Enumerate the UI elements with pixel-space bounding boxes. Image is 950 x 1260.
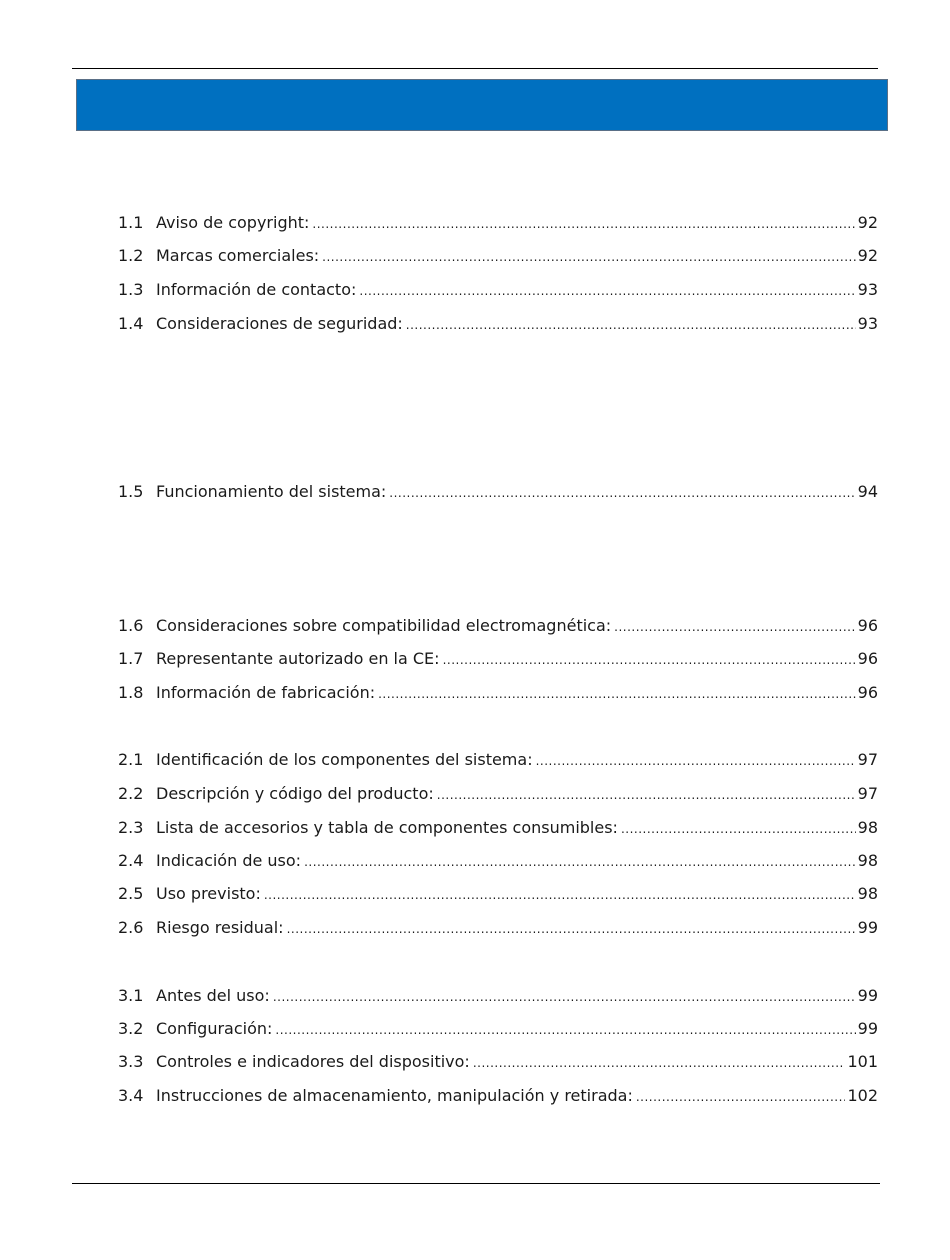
toc-dot-leader [322,246,855,268]
toc-entry[interactable] [118,850,878,872]
toc-entry-number: 1.6 [118,616,144,635]
toc-entry-title: Identificación de los componentes del sistema: [156,750,533,769]
toc-entry[interactable] [118,682,878,704]
toc-entry-number: 2.6 [118,918,144,937]
toc-entry[interactable] [118,212,878,234]
toc-entry-title: Antes del uso: [156,986,270,1005]
toc-entry-title: Consideraciones de seguridad: [156,314,403,333]
toc-entry[interactable] [118,245,878,267]
toc-entry-title: Indicación de uso: [156,851,302,870]
header-rule [72,68,878,69]
toc-entry[interactable] [118,749,878,771]
toc-entry-page: 99 [857,986,878,1005]
toc-entry-number: 2.5 [118,884,144,903]
toc-dot-leader [264,884,856,906]
toc-entry-title: Aviso de copyright: [156,213,310,232]
toc-entry-title: Información de contacto: [156,280,357,299]
toc-dot-leader [304,851,856,873]
toc-entry-page: 93 [857,314,878,333]
toc-entry-title: Riesgo residual: [156,918,284,937]
toc-entry-title: Descripción y código del producto: [156,784,434,803]
toc-entry[interactable] [118,783,878,805]
toc-dot-leader [359,280,855,302]
toc-entry-page: 94 [857,482,878,501]
toc-dot-leader [536,750,856,772]
toc-dot-leader [287,918,856,940]
toc-entry-number: 2.1 [118,750,144,769]
toc-dot-leader [378,683,856,705]
toc-entry-title: Uso previsto: [156,884,261,903]
toc-entry[interactable] [118,313,878,335]
toc-entry-number: 1.5 [118,482,144,501]
toc-dot-leader [473,1052,846,1074]
toc-entry-number: 3.3 [118,1052,144,1071]
toc-entry-page: 97 [857,750,878,769]
toc-dot-leader [621,818,856,840]
toc-dot-leader [406,314,856,336]
toc-entry-title: Instrucciones de almacenamiento, manipulación y retirada: [156,1086,633,1105]
toc-dot-leader [312,213,855,235]
toc-entry-page: 96 [857,616,878,635]
toc-entry-number: 1.3 [118,280,144,299]
section-header-band [76,79,888,131]
toc-entry-page: 96 [857,649,878,668]
toc-dot-leader [614,616,855,638]
toc-entry[interactable] [118,615,878,637]
toc-dot-leader [437,784,856,806]
toc-dot-leader [443,649,856,671]
toc-dot-leader [273,986,856,1008]
toc-entry[interactable] [118,481,878,503]
toc-entry-title: Marcas comerciales: [156,246,320,265]
toc-entry-title: Lista de accesorios y tabla de componentes consumibles: [156,818,618,837]
toc-entry-number: 1.2 [118,246,144,265]
toc-entry-number: 3.2 [118,1019,144,1038]
toc-entry[interactable] [118,1018,878,1040]
toc-entry-number: 2.3 [118,818,144,837]
toc-entry[interactable] [118,917,878,939]
toc-dot-leader [275,1019,855,1041]
toc-entry-page: 102 [847,1086,878,1105]
toc-entry-number: 2.2 [118,784,144,803]
toc-entry[interactable] [118,985,878,1007]
toc-entry-number: 1.4 [118,314,144,333]
toc-entry-title: Representante autorizado en la CE: [156,649,440,668]
toc-entry-page: 98 [857,818,878,837]
toc-entry[interactable] [118,817,878,839]
toc-entry-title: Información de fabricación: [156,683,376,702]
toc-entry-page: 96 [857,683,878,702]
toc-entry-title: Funcionamiento del sistema: [156,482,387,501]
toc-entry[interactable] [118,648,878,670]
toc-entry-title: Consideraciones sobre compatibilidad electromagnética: [156,616,612,635]
toc-entry-page: 93 [857,280,878,299]
toc-dot-leader [636,1086,846,1108]
toc-entry-page: 98 [857,884,878,903]
footer-rule [72,1183,880,1184]
toc-entry-number: 2.4 [118,851,144,870]
toc-entry-page: 101 [847,1052,878,1071]
toc-entry-title: Controles e indicadores del dispositivo: [156,1052,470,1071]
toc-entry-number: 3.1 [118,986,144,1005]
toc-entry-page: 92 [857,246,878,265]
toc-entry-page: 99 [857,918,878,937]
toc-entry[interactable] [118,1051,878,1073]
toc-entry[interactable] [118,883,878,905]
toc-entry[interactable] [118,279,878,301]
toc-entry-page: 98 [857,851,878,870]
toc-entry-number: 1.8 [118,683,144,702]
toc-entry-page: 97 [857,784,878,803]
toc-entry[interactable] [118,1085,878,1107]
toc-entry-number: 1.7 [118,649,144,668]
toc-entry-title: Configuración: [156,1019,273,1038]
toc-entry-number: 1.1 [118,213,144,232]
toc-entry-number: 3.4 [118,1086,144,1105]
toc-dot-leader [389,482,855,504]
toc-entry-page: 92 [857,213,878,232]
toc-entry-page: 99 [857,1019,878,1038]
